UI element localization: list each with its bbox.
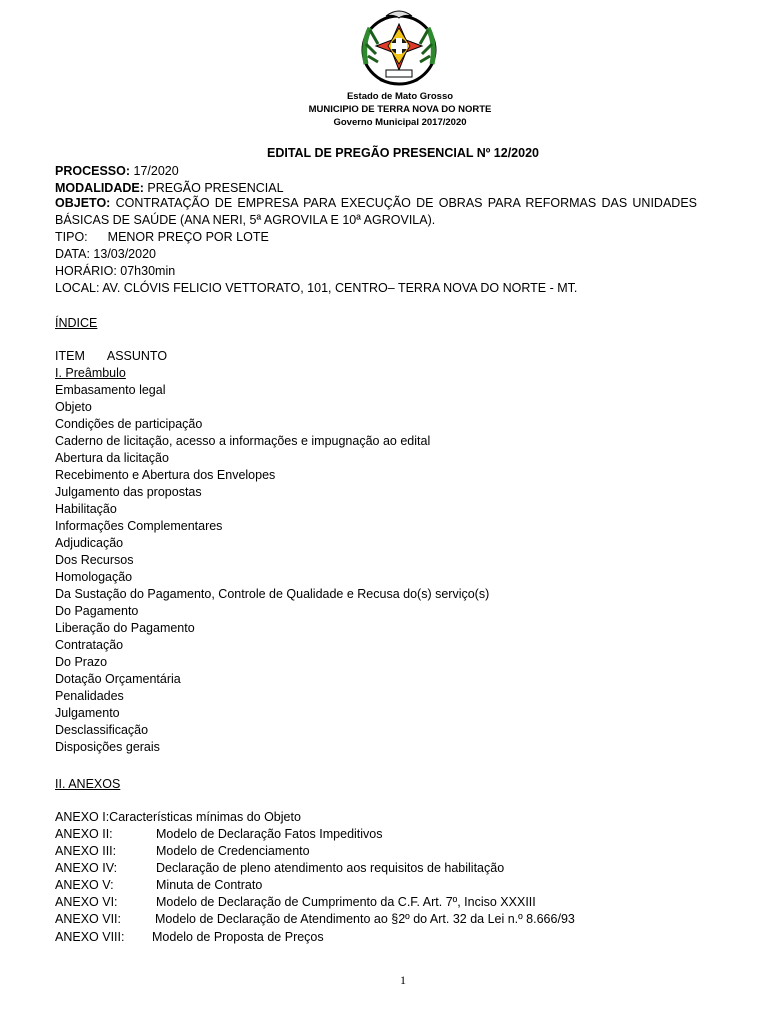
object-label: OBJETO: xyxy=(55,196,111,210)
annex-description: Modelo de Declaração de Atendimento ao §2º do Art. 32 da Lei n.º 8.666/93 xyxy=(155,912,575,926)
list-item: Embasamento legal xyxy=(55,383,166,397)
list-item: Dos Recursos xyxy=(55,553,134,567)
municipal-coat-of-arms xyxy=(356,4,442,88)
annex-label: ANEXO VI: xyxy=(55,895,118,909)
list-item: Liberação do Pagamento xyxy=(55,621,195,635)
annex-description: Modelo de Credenciamento xyxy=(156,844,310,858)
annex-1: ANEXO I:Características mínimas do Objeto xyxy=(55,810,301,824)
list-item: Do Pagamento xyxy=(55,604,139,618)
index-heading: ÍNDICE xyxy=(55,316,98,330)
type-line xyxy=(55,229,269,245)
page-number: 1 xyxy=(400,973,406,987)
document-title: EDITAL DE PREGÃO PRESENCIAL Nº 12/2020 xyxy=(266,146,539,160)
list-item: Caderno de licitação, acesso a informações e impugnação ao edital xyxy=(55,434,431,448)
annex-label: ANEXO III: xyxy=(55,844,117,858)
index-column-header xyxy=(55,348,167,364)
header-state: Estado de Mato Grosso xyxy=(346,91,454,102)
list-item: Disposições gerais xyxy=(55,740,160,754)
list-item: Da Sustação do Pagamento, Controle de Qualidade e Recusa do(s) serviço(s) xyxy=(55,587,490,601)
list-item: Adjudicação xyxy=(55,536,124,550)
location-line: LOCAL: AV. CLÓVIS FELICIO VETTORATO, 101, CENTRO– TERRA NOVA DO NORTE - MT. xyxy=(55,281,578,295)
object-text-2: BÁSICAS DE SAÚDE (ANA NERI, 5ª AGROVILA E 10ª AGROVILA). xyxy=(55,213,436,227)
type-label: TIPO: xyxy=(55,230,88,244)
index-col-subject: ASSUNTO xyxy=(106,349,168,363)
process-label: PROCESSO: xyxy=(55,164,131,178)
list-item: Objeto xyxy=(55,400,92,414)
annex-label: ANEXO IV: xyxy=(55,861,118,875)
annex-label: ANEXO VII: xyxy=(55,912,121,926)
type-value: MENOR PREÇO POR LOTE xyxy=(107,230,269,244)
list-item: Do Prazo xyxy=(55,655,108,669)
list-item: Informações Complementares xyxy=(55,519,223,533)
list-item: Abertura da licitação xyxy=(55,451,169,465)
annex-description: Modelo de Proposta de Preços xyxy=(152,930,324,944)
annex-label: ANEXO VIII: xyxy=(55,930,125,944)
modality-value: PREGÃO PRESENCIAL xyxy=(143,181,284,195)
list-item: Habilitação xyxy=(55,502,117,516)
annex-description: Modelo de Declaração Fatos Impeditivos xyxy=(156,827,383,841)
list-item: Condições de participação xyxy=(55,417,203,431)
header-municipality: MUNICIPIO DE TERRA NOVA DO NORTE xyxy=(308,104,492,115)
list-item: Dotação Orçamentária xyxy=(55,672,181,686)
annexes-heading: II. ANEXOS xyxy=(55,777,121,791)
annex-description: Modelo de Declaração de Cumprimento da C.F. Art. 7º, Inciso XXXIII xyxy=(156,895,536,909)
annex-description: Declaração de pleno atendimento aos requisitos de habilitação xyxy=(156,861,505,875)
modality-line xyxy=(55,180,284,196)
annex-description: Minuta de Contrato xyxy=(156,878,263,892)
date-line: DATA: 13/03/2020 xyxy=(55,247,156,261)
time-line: HORÁRIO: 07h30min xyxy=(55,264,176,278)
object-text-1: CONTRATAÇÃO DE EMPRESA PARA EXECUÇÃO DE OBRAS PARA REFORMAS DAS UNIDADES xyxy=(110,196,697,210)
list-item: Contratação xyxy=(55,638,124,652)
modality-label: MODALIDADE: xyxy=(55,181,144,195)
list-item: Julgamento das propostas xyxy=(55,485,202,499)
annex-label: ANEXO V: xyxy=(55,878,114,892)
list-item: Desclassificação xyxy=(55,723,149,737)
annex-label: ANEXO II: xyxy=(55,827,113,841)
list-item: Penalidades xyxy=(55,689,124,703)
list-item: Recebimento e Abertura dos Envelopes xyxy=(55,468,276,482)
list-item: Julgamento xyxy=(55,706,120,720)
header-government: Governo Municipal 2017/2020 xyxy=(333,117,467,128)
index-section-preamble: I. Preâmbulo xyxy=(55,366,126,380)
process-line xyxy=(55,163,179,179)
process-value: 17/2020 xyxy=(130,164,179,178)
list-item: Homologação xyxy=(55,570,133,584)
index-col-item: ITEM xyxy=(55,349,85,363)
object-line-1 xyxy=(55,195,697,212)
